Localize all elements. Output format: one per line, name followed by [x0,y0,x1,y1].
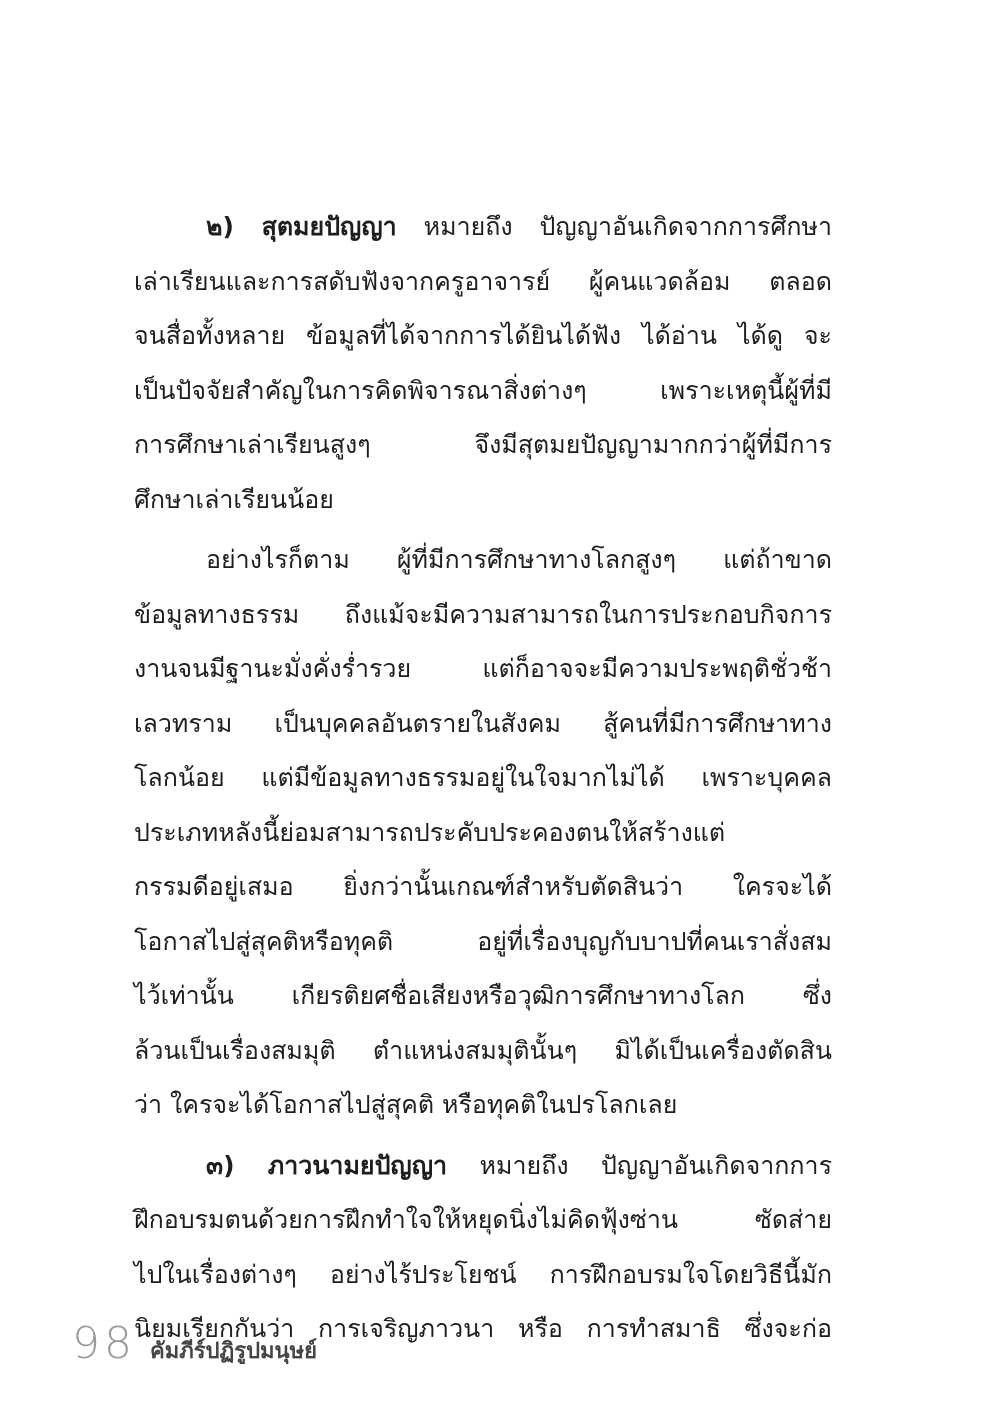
text-line: เลวทราม เป็นบุคคลอันตรายในสังคม สู้คนที่มีการศึกษาทาง [134,708,832,738]
text-line: เล่าเรียนและการสดับฟังจากครูอาจารย์ ผู้คนแวดล้อม ตลอด [134,266,832,296]
text-line: การศึกษาเล่าเรียนสูงๆ จึงมีสุตมยปัญญามากกว่าผู้ที่มีการ [134,430,832,459]
page-number: 98 [72,1318,136,1369]
text-line: ข้อมูลทางธรรม ถึงแม้จะมีความสามารถในการประกอบกิจการ [134,599,832,629]
section-heading: ๓) ภาวนามยปัญญา [206,1150,448,1180]
paragraph-however [134,533,832,1133]
text-line: โลกน้อย แต่มีข้อมูลทางธรรมอยู่ในใจมากไม่ได้ เพราะบุคคล [134,763,832,792]
text-line: จนสื่อทั้งหลาย ข้อมูลที่ได้จากการได้ยินได้ฟัง ได้อ่าน ได้ดู จะ [134,321,832,350]
text-line: ๓) ภาวนามยปัญญา หมายถึง ปัญญาอันเกิดจากการ [206,1150,832,1180]
text-line: งานจนมีฐานะมั่งคั่งร่ำรวย แต่ก็อาจจะมีความประพฤติชั่วช้า [134,654,832,683]
book-title: คัมภีร์ปฏิรูปมนุษย์ [150,1339,317,1364]
text-line: ไปในเรื่องต่างๆ อย่างไร้ประโยชน์ การฝึกอบรมใจโดยวิธีนี้มัก [134,1259,832,1289]
text-line: ศึกษาเล่าเรียนน้อย [134,484,334,514]
text-line: เป็นปัจจัยสำคัญในการคิดพิจารณาสิ่งต่างๆ เพราะเหตุนี้ผู้ที่มี [134,375,832,405]
text-line: ว่า ใครจะได้โอกาสไปสู่สุคติ หรือทุคติในปรโลกเลย [134,1090,678,1119]
text-line: โอกาสไปสู่สุคติหรือทุคติ อยู่ที่เรื่องบุญกับบาปที่คนเราสั่งสม [134,926,832,956]
paragraph-sutamaya-panya [134,200,832,527]
text-line: ไว้เท่านั้น เกียรติยศชื่อเสียงหรือวุฒิการศึกษาทางโลก ซึ่ง [134,981,832,1010]
text-line: ล้วนเป็นเรื่องสมมุติ ตำแหน่งสมมุตินั้นๆ มิได้เป็นเครื่องตัดสิน [134,1035,832,1065]
body-text [134,200,832,1363]
text-line: ประเภทหลังนี้ย่อมสามารถประคับประคองตนให้สร้างแต่ [134,817,726,847]
text-line: นิยมเรียกกันว่า การเจริญภาวนา หรือ การทำสมาธิ ซึ่งจะก่อ [134,1314,832,1343]
page-footer [72,1318,317,1369]
text-line: ๒) สุตมยปัญญา หมายถึง ปัญญาอันเกิดจากการศึกษา [206,212,832,241]
text-line: กรรมดีอยู่เสมอ ยิ่งกว่านั้นเกณฑ์สำหรับตัดสินว่า ใครจะได้ [134,872,832,901]
text-line: อย่างไรก็ตาม ผู้ที่มีการศึกษาทางโลกสูงๆ แต่ถ้าขาด [206,545,832,574]
section-heading: ๒) สุตมยปัญญา [206,212,397,241]
text-line: ฝึกอบรมตนด้วยการฝึกทำใจให้หยุดนิ่งไม่คิดฟุ้งซ่าน ซัดส่าย [134,1205,832,1234]
